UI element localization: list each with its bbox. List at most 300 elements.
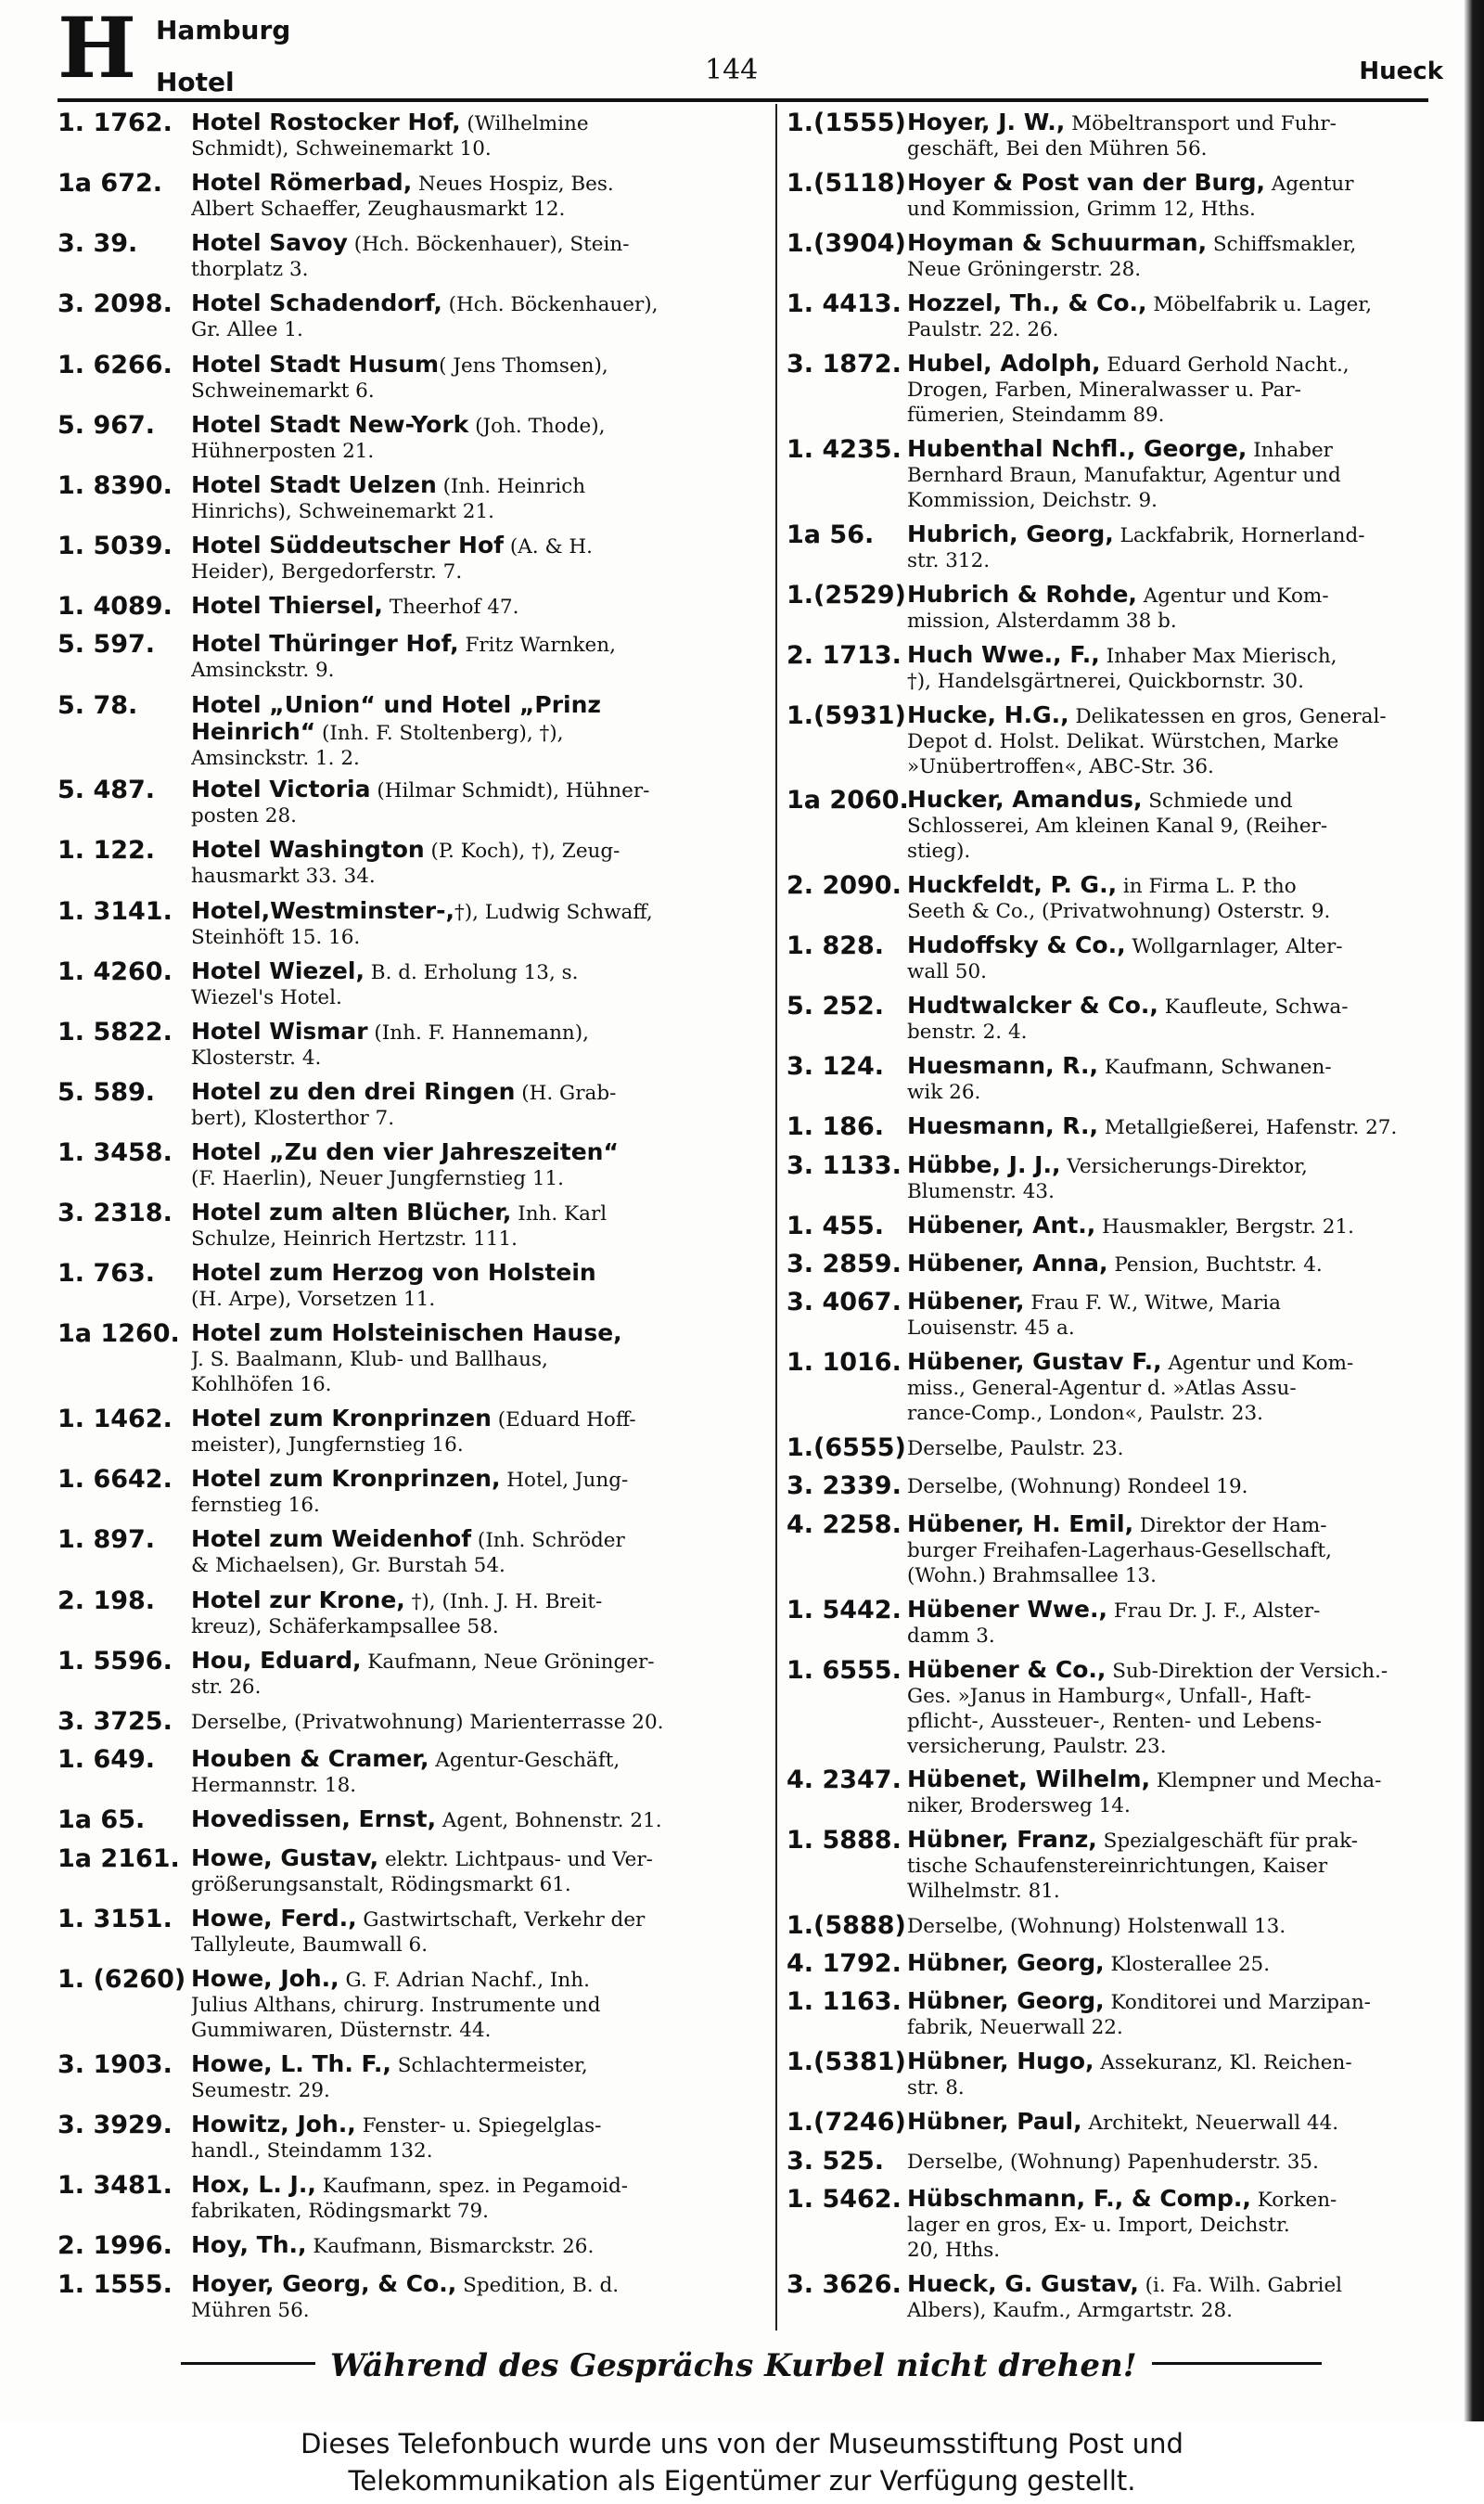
entry-phone-number: 1.(5381) xyxy=(787,2048,906,2077)
entry-text xyxy=(191,1806,764,1833)
entry-phone-number: 1a 672. xyxy=(58,169,163,199)
directory-entry xyxy=(58,1466,764,1526)
entry-details: (Hch. Böckenhauer), Gr. Allee 1. xyxy=(191,293,659,342)
entry-name: Hübener & Co., xyxy=(907,1656,1107,1683)
entry-phone-number: 1. 5039. xyxy=(58,531,173,560)
directory-entry xyxy=(787,1988,1464,2048)
entry-details: Klosterallee 25. xyxy=(1104,1952,1271,1976)
directory-entry xyxy=(58,1200,764,1260)
entry-text xyxy=(191,1406,764,1457)
entry-details: Schlachtermeister, Seumestr. 29. xyxy=(191,2053,588,2102)
entry-phone-number: 3. 2859. xyxy=(787,1249,902,1278)
header-rule xyxy=(58,98,1428,102)
directory-entry xyxy=(787,2048,1464,2109)
directory-entry xyxy=(58,1746,764,1806)
entry-name: Hübner, Paul, xyxy=(907,2109,1082,2136)
entry-name: Hotel zum Weidenhof xyxy=(191,1526,472,1553)
entry-details: Assekuranz, Kl. Reichen- str. 8. xyxy=(907,2051,1352,2100)
entry-details: Möbeltransport und Fuhr- geschäft, Bei den Mühren 56. xyxy=(907,112,1337,161)
entry-details: Lackfabrik, Hornerland- str. 312. xyxy=(907,523,1365,572)
entry-text xyxy=(907,932,1464,984)
directory-entry xyxy=(787,1113,1464,1151)
entry-phone-number: 5. 252. xyxy=(787,992,885,1021)
directory-entry xyxy=(58,1587,764,1648)
entry-text xyxy=(191,837,764,889)
directory-entry xyxy=(58,958,764,1019)
directory-entry xyxy=(787,993,1464,1053)
entry-name: Hübner, Georg, xyxy=(907,1988,1105,2015)
entry-text xyxy=(907,230,1464,282)
entry-details: Spezialgeschäft für prak- tische Schaufenstereinrichtungen, Kaiser Wilhelmstr. 81. xyxy=(907,1829,1359,1903)
directory-entry xyxy=(58,1079,764,1139)
entry-name: Houben & Cramer, xyxy=(191,1746,429,1773)
entry-name: Hotel,Westminster-, xyxy=(191,897,454,924)
page-edge-shadow xyxy=(1464,0,1484,2421)
entry-details: (A. & H. Heider), Bergedorferstr. 7. xyxy=(191,534,594,584)
entry-text xyxy=(907,872,1464,924)
directory-entry xyxy=(58,692,764,777)
entry-text xyxy=(907,170,1464,222)
entry-phone-number: 4. 1792. xyxy=(787,1948,902,1978)
entry-details: (Inh. F. Stoltenberg), †), Amsinckstr. 1. 2. xyxy=(191,721,564,770)
entry-phone-number: 5. 597. xyxy=(58,630,156,660)
directory-entry xyxy=(58,1966,764,2051)
entry-phone-number: 1.(3904) xyxy=(787,229,906,259)
entry-phone-number: 1.(5931) xyxy=(787,700,906,730)
entry-details: Derselbe, (Privatwohnung) Marienterrasse 20. xyxy=(191,1710,664,1734)
entry-text xyxy=(907,1053,1464,1105)
entry-phone-number: 4. 2258. xyxy=(787,1509,902,1539)
entry-details: Delikatessen en gros, General- Depot d. Holst. Delikat. Würstchen, Marke »Unübertroffen«, ABC-Str. 36. xyxy=(907,704,1387,778)
directory-entry xyxy=(58,1708,764,1746)
directory-entry xyxy=(787,642,1464,702)
entry-name: Huesmann, R., xyxy=(907,1113,1098,1140)
entry-text xyxy=(907,993,1464,1045)
entry-details: Kaufmann, Schwanen- wik 26. xyxy=(907,1056,1332,1105)
entry-text xyxy=(907,1657,1464,1759)
directory-entry xyxy=(58,2172,764,2232)
entry-text xyxy=(907,702,1464,779)
directory-entry xyxy=(787,1152,1464,1213)
entry-details: Versicherungs-Direktor, Blumenstr. 43. xyxy=(907,1154,1308,1203)
entry-details: Kaufmann, spez. in Pegamoid- fabrikaten, Rödingsmarkt 79. xyxy=(191,2175,629,2224)
directory-entry xyxy=(787,2186,1464,2271)
entry-details: Metallgießerei, Hafenstr. 27. xyxy=(1097,1116,1398,1140)
entry-name: Hudoffsky & Co., xyxy=(907,932,1126,958)
entry-details: Agentur-Geschäft, Hermannstr. 18. xyxy=(191,1749,620,1798)
directory-entry xyxy=(58,2112,764,2172)
entry-phone-number: 2. 198. xyxy=(58,1586,156,1615)
entry-name: Hotel „Union“ und Hotel „Prinz Heinrich“ xyxy=(191,691,601,745)
entry-name: Hotel Schadendorf, xyxy=(191,290,442,317)
entry-name: Hotel Thüringer Hof, xyxy=(191,631,459,658)
directory-entry xyxy=(58,170,764,230)
entry-details: ( Jens Thomsen), Schweinemarkt 6. xyxy=(191,353,608,403)
directory-entry xyxy=(58,1406,764,1466)
entry-name: Hubrich, Georg, xyxy=(907,520,1114,547)
directory-entry xyxy=(787,1950,1464,1988)
entry-phone-number: 1. 3141. xyxy=(58,896,173,926)
entry-name: Hoyer & Post van der Burg, xyxy=(907,170,1266,197)
entry-name: Hübenet, Wilhelm, xyxy=(907,1766,1151,1792)
directory-entry xyxy=(787,1912,1464,1950)
entry-details: (H. Grab- bert), Klosterthor 7. xyxy=(191,1081,617,1130)
entry-details: B. d. Erholung 13, s. Wiezel's Hotel. xyxy=(191,960,579,1009)
entry-text xyxy=(191,1526,764,1578)
entry-details: †), Ludwig Schwaff, Steinhöft 15. 16. xyxy=(191,900,653,949)
entry-name: Howe, Joh., xyxy=(191,1966,339,1993)
entry-details: Sub-Direktion der Versich.- Ges. »Janus in Hamburg«, Unfall-, Haft- pflicht-, Aussteuer-, Renten- und Lebens- versicherung, Paulstr. 23. xyxy=(907,1659,1388,1758)
directory-entry xyxy=(787,1472,1464,1510)
credit-line-2: Telekommunikation als Eigentümer zur Verfügung gestellt. xyxy=(348,2465,1136,2497)
directory-entry xyxy=(787,787,1464,872)
entry-phone-number: 1. 8390. xyxy=(58,470,173,500)
directory-entry xyxy=(58,593,764,631)
entry-name: Hotel Stadt New-York xyxy=(191,411,469,438)
entry-phone-number: 1.(2529) xyxy=(787,580,906,610)
footer-slogan: Während des Gesprächs Kurbel nicht drehen! xyxy=(315,2347,1152,2384)
entry-phone-number: 3. 1872. xyxy=(787,350,902,379)
entry-name: Hotel Römerbad, xyxy=(191,170,413,197)
entry-name: Hucker, Amandus, xyxy=(907,787,1143,814)
directory-entry xyxy=(787,1053,1464,1113)
directory-entry xyxy=(787,1213,1464,1251)
entry-text xyxy=(907,1152,1464,1204)
entry-phone-number: 1. 649. xyxy=(58,1745,156,1775)
entry-text xyxy=(907,1289,1464,1341)
entry-text xyxy=(191,1708,764,1735)
entry-text xyxy=(191,1746,764,1798)
entry-details: Architekt, Neuerwall 44. xyxy=(1081,2112,1339,2136)
entry-name: Howe, Gustav, xyxy=(191,1844,379,1871)
entry-text xyxy=(907,436,1464,513)
entry-text xyxy=(191,2051,764,2103)
entry-details: (Inh. Schröder & Michaelsen), Gr. Burstah 54. xyxy=(191,1529,625,1578)
entry-text xyxy=(191,170,764,222)
entry-name: Hoyer, Georg, & Co., xyxy=(191,2270,457,2297)
entry-phone-number: 1. 3458. xyxy=(58,1138,173,1168)
entry-details: Inhaber Bernhard Braun, Manufaktur, Agentur und Kommission, Deichstr. 9. xyxy=(907,438,1341,512)
entry-phone-number: 1. 4260. xyxy=(58,957,173,986)
entry-text xyxy=(907,1988,1464,2040)
entry-name: Hoyman & Schuurman, xyxy=(907,230,1208,257)
entry-phone-number: 1. (6260) xyxy=(58,1965,186,1995)
directory-entry xyxy=(58,777,764,837)
entry-name: Hotel Stadt Husum xyxy=(191,351,440,378)
entry-details: (Hilmar Schmidt), Hühner- posten 28. xyxy=(191,779,650,828)
entry-details: Schiffsmakler, Neue Gröningerstr. 28. xyxy=(907,233,1357,282)
directory-entry xyxy=(787,521,1464,582)
entry-phone-number: 3. 2318. xyxy=(58,1199,173,1228)
entry-text xyxy=(191,533,764,584)
column-divider xyxy=(775,104,777,2331)
directory-entry xyxy=(787,872,1464,932)
entry-details: (P. Koch), †), Zeug- hausmarkt 33. 34. xyxy=(191,840,620,889)
entry-phone-number: 3. 4067. xyxy=(787,1288,902,1317)
entry-phone-number: 1.(6555) xyxy=(787,1433,906,1463)
directory-entry xyxy=(58,533,764,593)
entry-name: Hübschmann, F., & Comp., xyxy=(907,2186,1251,2213)
entry-details: Möbelfabrik u. Lager, Paulstr. 22. 26. xyxy=(907,293,1373,342)
directory-entry xyxy=(58,2232,764,2270)
entry-details: Fenster- u. Spiegelglas- handl., Steindamm 132. xyxy=(191,2113,602,2163)
entry-phone-number: 3. 124. xyxy=(787,1052,885,1082)
entry-text xyxy=(907,1349,1464,1426)
entry-phone-number: 3. 2339. xyxy=(787,1471,902,1501)
entry-phone-number: 2. 1996. xyxy=(58,2231,173,2261)
header-city: Hamburg xyxy=(156,15,291,45)
entry-name: Hotel zum Kronprinzen, xyxy=(191,1466,501,1493)
directory-entry xyxy=(787,702,1464,788)
directory-entry xyxy=(787,1597,1464,1657)
entry-name: Hübener Wwe., xyxy=(907,1596,1107,1623)
entry-details: (Eduard Hoff- meister), Jungfernstieg 16. xyxy=(191,1408,636,1457)
entry-name: Howitz, Joh., xyxy=(191,2111,356,2138)
entry-text xyxy=(191,1320,764,1397)
entry-text xyxy=(907,521,1464,573)
page-number: 144 xyxy=(705,54,759,86)
entry-phone-number: 1. 5888. xyxy=(787,1825,902,1855)
directory-entry xyxy=(58,1845,764,1906)
entry-details: Derselbe, (Wohnung) Papenhuderstr. 35. xyxy=(907,2150,1319,2174)
entry-phone-number: 4. 2347. xyxy=(787,1765,902,1794)
directory-entry xyxy=(787,1251,1464,1289)
entry-text xyxy=(191,2232,764,2259)
entry-details: Theerhof 47. xyxy=(382,596,519,619)
entry-name: Hotel zum Kronprinzen xyxy=(191,1406,492,1432)
entry-name: Hübener, H. Emil, xyxy=(907,1510,1134,1537)
entry-text xyxy=(191,593,764,620)
directory-entry xyxy=(787,2148,1464,2186)
entry-details: Schmiede und Schlosserei, Am kleinen Kanal 9, (Reiher- stieg). xyxy=(907,790,1328,864)
entry-details: (H. Arpe), Vorsetzen 11. xyxy=(191,1288,436,1312)
directory-entry xyxy=(787,1511,1464,1597)
directory-entry xyxy=(58,1526,764,1586)
entry-text xyxy=(191,412,764,464)
entry-phone-number: 3. 3626. xyxy=(787,2269,902,2299)
entry-name: Hübner, Georg, xyxy=(907,1949,1105,1976)
entry-phone-number: 1. 4089. xyxy=(58,592,173,621)
entry-text xyxy=(191,472,764,524)
entry-name: Hübbe, J. J., xyxy=(907,1151,1061,1178)
entry-phone-number: 1. 122. xyxy=(58,836,156,866)
entry-phone-number: 1.(5888) xyxy=(787,1910,906,1940)
entry-details: Derselbe, Paulstr. 23. xyxy=(907,1437,1124,1461)
directory-entry xyxy=(787,1657,1464,1766)
entry-details: G. F. Adrian Nachf., Inh. Julius Althans, chirurg. Instrumente und Gummiwaren, Düsternstr. 44. xyxy=(191,1969,601,2043)
entry-text xyxy=(907,1251,1464,1278)
directory-entry xyxy=(787,2109,1464,2147)
entry-name: Hou, Eduard, xyxy=(191,1647,362,1674)
entry-phone-number: 2. 1713. xyxy=(787,640,902,670)
entry-name: Hotel Washington xyxy=(191,837,425,864)
entry-details: Direktor der Ham- burger Freihafen-Lagerhaus-Gesellschaft, (Wohn.) Brahmsallee 13. xyxy=(907,1513,1332,1587)
entry-phone-number: 1. 763. xyxy=(58,1259,156,1289)
entry-details: Agent, Bohnenstr. 21. xyxy=(436,1809,662,1833)
directory-entry xyxy=(58,290,764,351)
entry-name: Hudtwalcker & Co., xyxy=(907,993,1158,1020)
entry-name: Hotel Rostocker Hof, xyxy=(191,109,461,135)
entry-phone-number: 1. 4235. xyxy=(787,434,902,464)
entry-details: (F. Haerlin), Neuer Jungfernstieg 11. xyxy=(191,1167,565,1191)
entry-details: (Inh. Heinrich Hinrichs), Schweinemarkt 21. xyxy=(191,474,586,523)
directory-entry xyxy=(787,170,1464,230)
entry-name: Hucke, H.G., xyxy=(907,701,1069,728)
directory-entry xyxy=(58,230,764,290)
entry-phone-number: 3. 3929. xyxy=(58,2110,173,2139)
entry-phone-number: 1. 1762. xyxy=(58,109,173,137)
entry-text xyxy=(191,1587,764,1639)
entry-text xyxy=(191,290,764,342)
entry-text xyxy=(907,351,1464,428)
entry-details: (i. Fa. Wilh. Gabriel Albers), Kaufm., Armgartstr. 28. xyxy=(907,2273,1343,2322)
entry-phone-number: 1. 6555. xyxy=(787,1655,902,1685)
entry-name: Hübener, Gustav F., xyxy=(907,1349,1162,1376)
entry-details: Kaufmann, Neue Gröninger- str. 26. xyxy=(191,1650,655,1699)
section-letter: H xyxy=(58,0,137,97)
entry-name: Hueck, G. Gustav, xyxy=(907,2270,1139,2297)
entry-details: Hausmakler, Bergstr. 21. xyxy=(1095,1214,1354,1239)
entry-text xyxy=(191,2271,764,2323)
entry-name: Hübener, Ant., xyxy=(907,1212,1096,1239)
entry-text xyxy=(191,1845,764,1897)
entry-name: Huesmann, R., xyxy=(907,1053,1098,1080)
entry-text xyxy=(907,2186,1464,2263)
entry-name: Hovedissen, Ernst, xyxy=(191,1806,437,1833)
entry-name: Hubel, Adolph, xyxy=(907,351,1101,378)
entry-details: elektr. Lichtpaus- und Ver- größerungsanstalt, Rödingsmarkt 61. xyxy=(191,1847,653,1896)
entry-name: Hotel zu den drei Ringen xyxy=(191,1078,516,1105)
entry-phone-number: 1. 455. xyxy=(787,1211,885,1240)
entry-text xyxy=(191,898,764,950)
directory-entry xyxy=(787,1289,1464,1349)
directory-entry xyxy=(58,1320,764,1406)
entry-phone-number: 1. 3151. xyxy=(58,1904,173,1933)
entry-phone-number: 1a 2161. xyxy=(58,1843,180,1873)
directory-entry xyxy=(787,1827,1464,1912)
entry-phone-number: 1a 56. xyxy=(787,520,875,549)
entry-name: Hotel zum Herzog von Holstein xyxy=(191,1260,596,1287)
entry-phone-number: 1a 2060. xyxy=(787,786,909,815)
header-last-entry: Hueck xyxy=(1359,58,1443,85)
entry-text xyxy=(191,958,764,1010)
entry-details: Frau F. W., Witwe, Maria Louisenstr. 45 a. xyxy=(907,1291,1281,1341)
entry-name: Hox, L. J., xyxy=(191,2172,316,2199)
directory-entry xyxy=(787,2271,1464,2331)
entry-details: Hotel, Jung- fernstieg 16. xyxy=(191,1469,629,1518)
entry-phone-number: 5. 78. xyxy=(58,690,138,720)
directory-entry xyxy=(58,1806,764,1844)
directory-entry xyxy=(58,109,764,170)
entry-details: Korken- lager en gros, Ex- u. Import, Deichstr. 20, Hths. xyxy=(907,2189,1337,2263)
entry-details: Eduard Gerhold Nacht., Drogen, Farben, Mineralwasser u. Par- fümerien, Steindamm 89. xyxy=(907,353,1350,428)
entry-text xyxy=(907,1766,1464,1818)
entry-phone-number: 1. 5596. xyxy=(58,1646,173,1676)
left-column xyxy=(58,109,764,2331)
directory-entry xyxy=(58,1139,764,1200)
entry-details: Kaufmann, Bismarckstr. 26. xyxy=(306,2235,595,2259)
entry-text xyxy=(191,692,764,771)
directory-entry xyxy=(58,898,764,958)
directory-entry xyxy=(787,230,1464,290)
entry-name: Hoy, Th., xyxy=(191,2232,307,2259)
entry-phone-number: 1. 1016. xyxy=(787,1348,902,1378)
directory-entry xyxy=(58,352,764,412)
entry-text xyxy=(191,1200,764,1252)
entry-phone-number: 1. 6266. xyxy=(58,350,173,379)
entry-name: Huckfeldt, P. G., xyxy=(907,871,1118,898)
entry-name: Hotel Thiersel, xyxy=(191,593,383,619)
entry-name: Hotel zur Krone, xyxy=(191,1586,405,1613)
entry-phone-number: 5. 487. xyxy=(58,776,156,805)
entry-details: Agentur und Kom- mission, Alsterdamm 38 b. xyxy=(907,584,1329,633)
credit-banner xyxy=(0,2421,1484,2504)
entry-phone-number: 1. 6642. xyxy=(58,1465,173,1495)
directory-entry xyxy=(58,472,764,533)
entry-details: Klempner und Mecha- niker, Brodersweg 14. xyxy=(907,1768,1382,1817)
entry-name: Hübner, Hugo, xyxy=(907,2048,1094,2075)
entry-details: Inhaber Max Mierisch, †), Handelsgärtnerei, Quickbornstr. 30. xyxy=(907,644,1337,693)
entry-text xyxy=(907,1827,1464,1904)
entry-details: Spedition, B. d. Mühren 56. xyxy=(191,2273,620,2322)
entry-details: Kaufleute, Schwa- benstr. 2. 4. xyxy=(907,995,1349,1045)
entry-name: Hotel Süddeutscher Hof xyxy=(191,532,505,559)
entry-text xyxy=(191,1260,764,1312)
entry-details: Inh. Karl Schulze, Heinrich Hertzstr. 111. xyxy=(191,1202,608,1252)
directory-entry xyxy=(787,1349,1464,1434)
entry-name: Hotel zum Holsteinischen Hause, xyxy=(191,1320,622,1347)
entry-text xyxy=(191,1648,764,1700)
entry-phone-number: 1a 1260. xyxy=(58,1319,180,1349)
entry-phone-number: 1a 65. xyxy=(58,1805,146,1835)
entry-name: Hübner, Franz, xyxy=(907,1826,1097,1853)
entry-name: Huch Wwe., F., xyxy=(907,641,1100,668)
directory-entry xyxy=(58,2051,764,2112)
directory-entry xyxy=(58,1260,764,1320)
entry-text xyxy=(191,777,764,828)
entry-phone-number: 1.(1555) xyxy=(787,109,906,137)
entry-details: Agentur und Kommission, Grimm 12, Hths. xyxy=(907,173,1354,222)
directory-entry xyxy=(58,2271,764,2331)
directory-entry xyxy=(787,932,1464,993)
entry-details: Neues Hospiz, Bes. Albert Schaeffer, Zeughausmarkt 12. xyxy=(191,173,614,222)
entry-text xyxy=(191,1019,764,1071)
entry-phone-number: 1. 3481. xyxy=(58,2171,173,2201)
entry-name: Hubenthal Nchfl., George, xyxy=(907,435,1247,462)
entry-name: Hotel Stadt Uelzen xyxy=(191,471,437,498)
entry-text xyxy=(907,787,1464,864)
entry-text xyxy=(907,642,1464,694)
entry-phone-number: 5. 967. xyxy=(58,410,156,440)
directory-entry xyxy=(58,1648,764,1708)
entry-phone-number: 1. 186. xyxy=(787,1112,885,1142)
entry-phone-number: 3. 2098. xyxy=(58,289,173,319)
directory-entry xyxy=(787,109,1464,170)
entry-details: in Firma L. P. tho Seeth & Co., (Privatwohnung) Osterstr. 9. xyxy=(907,874,1331,923)
header-category: Hotel xyxy=(156,67,235,97)
entry-text xyxy=(907,2271,1464,2323)
entry-text xyxy=(191,2112,764,2164)
entry-phone-number: 3. 525. xyxy=(787,2146,885,2176)
entry-text xyxy=(191,1139,764,1191)
entry-text xyxy=(907,2109,1464,2136)
entry-name: Hübener, xyxy=(907,1289,1025,1316)
entry-text xyxy=(191,1466,764,1518)
entry-phone-number: 3. 1903. xyxy=(58,2049,173,2079)
entry-text xyxy=(191,109,764,161)
entry-text xyxy=(907,1511,1464,1588)
entry-details: J. S. Baalmann, Klub- und Ballhaus, Kohlhöfen 16. xyxy=(191,1348,548,1397)
